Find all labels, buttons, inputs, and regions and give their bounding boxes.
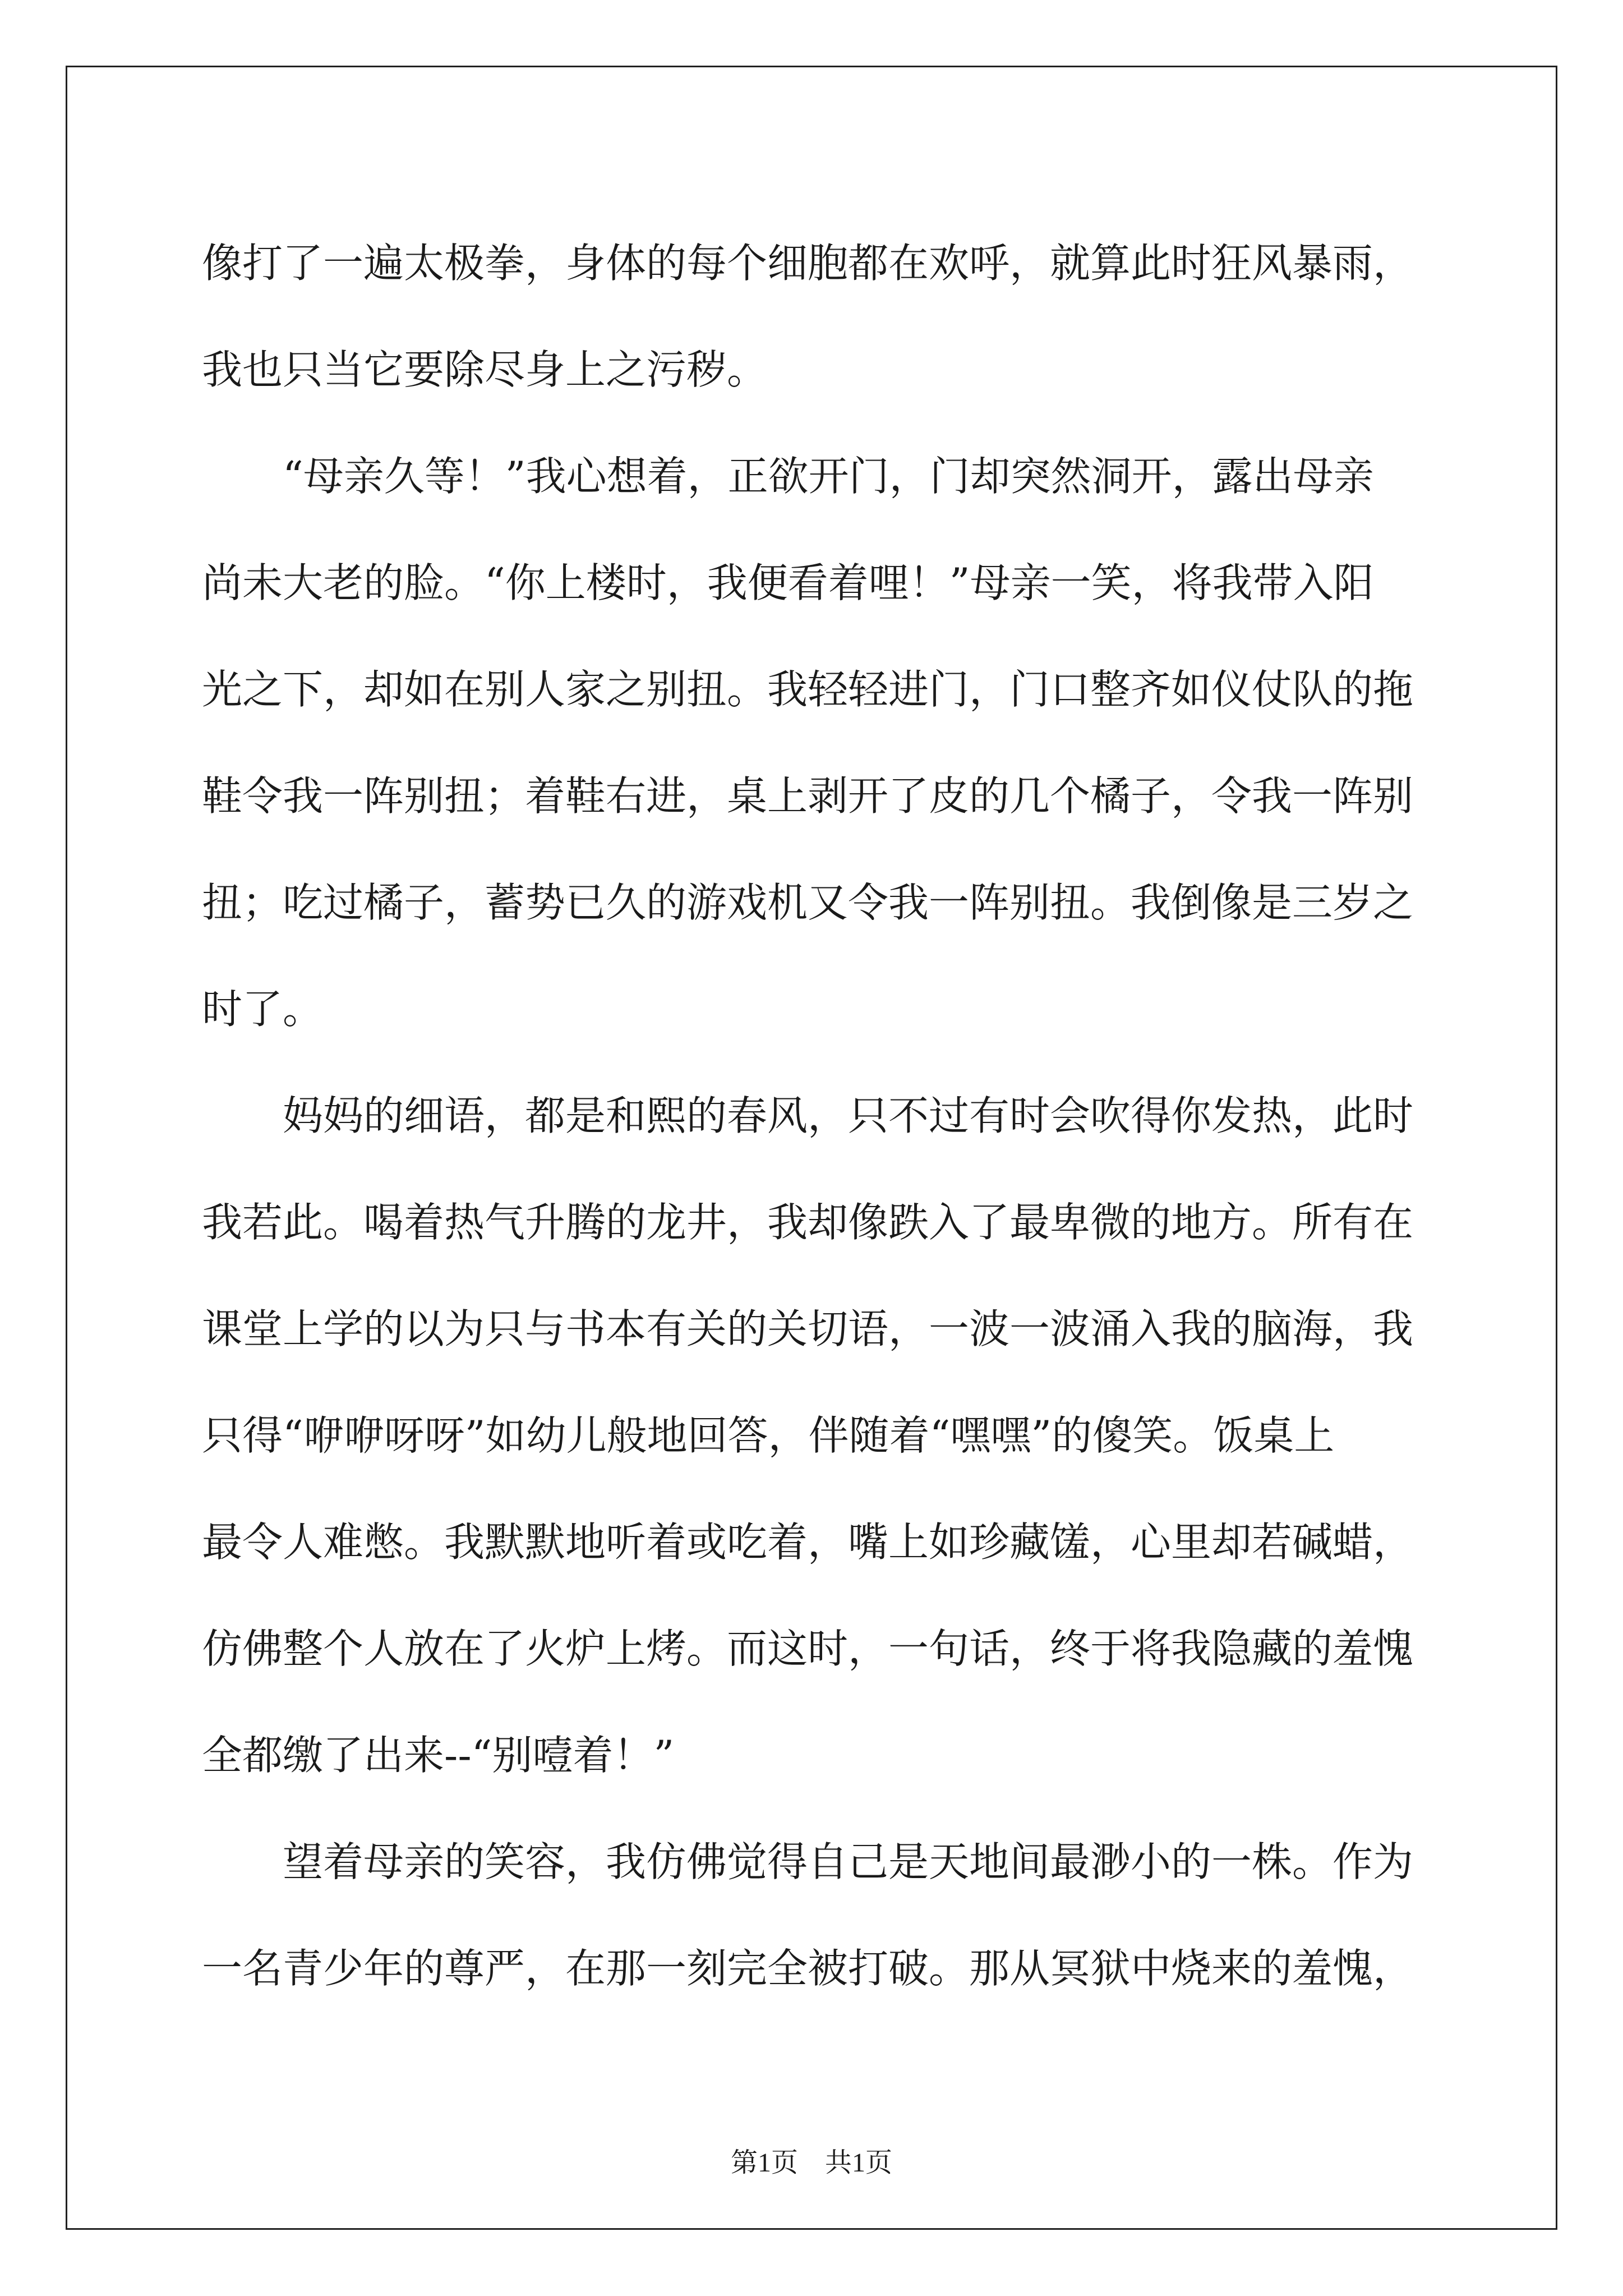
page-footer: 第1页 共1页 — [730, 2148, 892, 2178]
text-line: 尚未大老的脸。“你上楼时，我便看着哩！”母亲一笑，将我带入阳 — [202, 559, 1374, 606]
text-line: 时了。 — [202, 986, 324, 1033]
text-line: 扭；吃过橘子，蓄势已久的游戏机又令我一阵别扭。我倒像是三岁之 — [202, 879, 1414, 926]
text-line: “母亲久等！”我心想着，正欲开门，门却突然洞开，露出母亲 — [202, 453, 1374, 500]
text-line: 课堂上学的以为只与书本有关的关切语，一波一波涌入我的脑海，我 — [202, 1305, 1414, 1352]
text-line: 我若此。喝着热气升腾的龙井，我却像跌入了最卑微的地方。所有在 — [202, 1199, 1414, 1246]
text-line: 一名青少年的尊严，在那一刻完全被打破。那从冥狱中烧来的羞愧， — [202, 1945, 1414, 1992]
text-line: 妈妈的细语，都是和熙的春风，只不过有时会吹得你发热，此时 — [202, 1092, 1414, 1139]
text-line: 只得“咿咿呀呀”如幼儿般地回答，伴随着“嘿嘿”的傻笑。饭桌上 — [202, 1412, 1335, 1459]
text-line: 望着母亲的笑容，我仿佛觉得自己是天地间最渺小的一株。作为 — [202, 1838, 1414, 1885]
document-body — [202, 210, 1436, 2022]
text-line: 光之下，却如在别人家之别扭。我轻轻进门，门口整齐如仪仗队的拖 — [202, 666, 1414, 713]
text-line: 全都缴了出来--“别噎着！” — [202, 1732, 675, 1779]
text-line: 我也只当它要除尽身上之污秽。 — [202, 346, 768, 393]
text-line: 像打了一遍太极拳，身体的每个细胞都在欢呼，就算此时狂风暴雨， — [202, 240, 1414, 287]
text-line: 鞋令我一阵别扭；着鞋右进，桌上剥开了皮的几个橘子，令我一阵别 — [202, 772, 1414, 820]
text-line: 最令人难憋。我默默地听着或吃着，嘴上如珍藏馐，心里却若碱蜡， — [202, 1519, 1414, 1566]
text-line: 仿佛整个人放在了火炉上烤。而这时，一句话，终于将我隐藏的羞愧 — [202, 1625, 1414, 1672]
